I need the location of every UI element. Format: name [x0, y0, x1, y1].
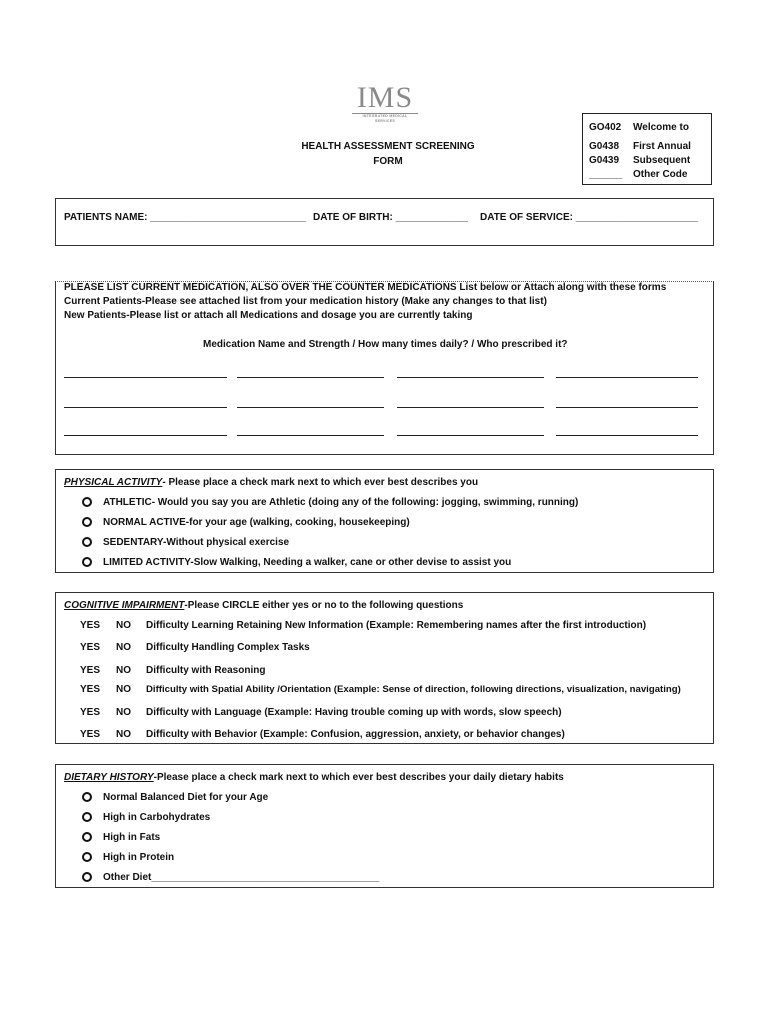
code-row[interactable]: [589, 141, 691, 152]
cognitive-question: Difficulty with Reasoning: [146, 665, 266, 676]
cognitive-question: Difficulty with Spatial Ability /Orientation (Example: Sense of direction, following directions, visualization, navigating): [146, 684, 681, 695]
radio-circle-icon[interactable]: [82, 792, 92, 802]
radio-circle-icon[interactable]: [82, 517, 92, 527]
cognitive-impairment-section: [55, 592, 714, 744]
dietary-instruction: -Please place a check mark next to which ever best describes your daily dietary habits: [153, 772, 564, 783]
cognitive-instruction: -Please CIRCLE either yes or no to the following questions: [184, 600, 464, 611]
yes-option[interactable]: YES: [80, 684, 101, 695]
cognitive-heading: [64, 599, 463, 613]
dietary-option-carbohydrates: High in Carbohydrates: [103, 812, 211, 823]
ims-logo: [352, 81, 418, 124]
physical-option-athletic: ATHLETIC- Would you say you are Athletic (doing any of the following: jogging, swimming, running): [103, 497, 579, 508]
dietary-heading: [64, 771, 564, 785]
medication-blank-line[interactable]: [64, 407, 227, 408]
logo-subtext: INTEGRATED MEDICAL SERVICES: [352, 113, 418, 124]
dietary-option-protein: High in Protein: [103, 852, 175, 863]
dietary-option-balanced: Normal Balanced Diet for your Age: [103, 792, 269, 803]
medication-blank-line[interactable]: [556, 435, 698, 436]
medication-section: [55, 281, 714, 455]
medication-blank-line[interactable]: [556, 377, 698, 378]
medication-blank-line[interactable]: [237, 407, 384, 408]
no-option[interactable]: NO: [116, 620, 131, 631]
radio-circle-icon[interactable]: [82, 812, 92, 822]
radio-circle-icon[interactable]: [82, 497, 92, 507]
medication-blank-line[interactable]: [64, 377, 227, 378]
form-title-line1: HEALTH ASSESSMENT SCREENING: [301, 141, 475, 152]
medication-blank-line[interactable]: [64, 435, 227, 436]
form-title: [290, 139, 486, 169]
code-description: First Annual: [633, 141, 691, 152]
medication-blank-line[interactable]: [237, 435, 384, 436]
patient-name-field[interactable]: PATIENTS NAME: ____________________________: [64, 212, 307, 223]
medication-instruction-3: New Patients-Please list or attach all Medications and dosage you are currently taking: [64, 310, 473, 321]
physical-option-normal: NORMAL ACTIVE-for your age (walking, cooking, housekeeping): [103, 517, 410, 528]
cognitive-title: COGNITIVE IMPAIRMENT: [64, 600, 185, 611]
yes-option[interactable]: YES: [80, 620, 101, 631]
no-option[interactable]: NO: [116, 665, 131, 676]
yes-option[interactable]: YES: [80, 665, 101, 676]
medication-blank-line[interactable]: [237, 377, 384, 378]
form-title-line2: FORM: [373, 156, 403, 167]
physical-option-limited: LIMITED ACTIVITY-Slow Walking, Needing a walker, cane or other devise to assist you: [103, 557, 512, 568]
billing-codes-box: [582, 113, 712, 185]
patient-info-box: [55, 198, 714, 246]
medication-instruction-1: PLEASE LIST CURRENT MEDICATION, ALSO OVER THE COUNTER MEDICATIONS List below or Attach along with these forms: [64, 282, 667, 293]
no-option[interactable]: NO: [116, 707, 131, 718]
code-description: Welcome to: [633, 122, 689, 133]
radio-circle-icon[interactable]: [82, 852, 92, 862]
physical-activity-section: [55, 469, 714, 573]
radio-circle-icon[interactable]: [82, 537, 92, 547]
date-of-service-field[interactable]: DATE OF SERVICE: ______________________: [480, 212, 699, 223]
logo-text: IMS: [356, 81, 414, 114]
radio-circle-icon[interactable]: [82, 872, 92, 882]
radio-circle-icon[interactable]: [82, 557, 92, 567]
no-option[interactable]: NO: [116, 684, 131, 695]
code-row[interactable]: [589, 155, 690, 166]
cognitive-question: Difficulty Learning Retaining New Information (Example: Remembering names after the first introduction): [146, 620, 647, 631]
no-option[interactable]: NO: [116, 729, 131, 740]
cognitive-question: Difficulty with Behavior (Example: Confusion, aggression, anxiety, or behavior changes): [146, 729, 565, 740]
physical-activity-title: PHYSICAL ACTIVITY: [64, 477, 163, 488]
yes-option[interactable]: YES: [80, 729, 101, 740]
medication-instruction-2: Current Patients-Please see attached list from your medication history (Make any changes to that list): [64, 296, 547, 307]
code-value: ______: [589, 169, 623, 180]
code-row[interactable]: [589, 169, 687, 180]
physical-activity-heading: [64, 476, 478, 490]
medication-blank-line[interactable]: [397, 377, 544, 378]
yes-option[interactable]: YES: [80, 707, 101, 718]
medication-columns-header: Medication Name and Strength / How many times daily? / Who prescribed it?: [203, 339, 568, 350]
code-row[interactable]: [589, 122, 689, 133]
code-description: Other Code: [633, 169, 688, 180]
dietary-title: DIETARY HISTORY: [64, 772, 154, 783]
dietary-history-section: [55, 764, 714, 888]
medication-blank-line[interactable]: [556, 407, 698, 408]
physical-activity-instruction: - Please place a check mark next to which ever best describes you: [162, 477, 479, 488]
radio-circle-icon[interactable]: [82, 832, 92, 842]
dietary-option-fats: High in Fats: [103, 832, 161, 843]
cognitive-question: Difficulty Handling Complex Tasks: [146, 642, 310, 653]
code-value: G0438: [589, 141, 620, 152]
no-option[interactable]: NO: [116, 642, 131, 653]
yes-option[interactable]: YES: [80, 642, 101, 653]
physical-option-sedentary: SEDENTARY-Without physical exercise: [103, 537, 290, 548]
date-of-birth-field[interactable]: DATE OF BIRTH: _____________: [313, 212, 468, 223]
dietary-option-other[interactable]: Other Diet_________________________________________: [103, 872, 380, 883]
code-value: GO402: [589, 122, 622, 133]
code-value: G0439: [589, 155, 620, 166]
cognitive-question: Difficulty with Language (Example: Having trouble coming up with words, slow speech): [146, 707, 562, 718]
code-description: Subsequent: [633, 155, 691, 166]
medication-blank-line[interactable]: [397, 435, 544, 436]
medication-blank-line[interactable]: [397, 407, 544, 408]
